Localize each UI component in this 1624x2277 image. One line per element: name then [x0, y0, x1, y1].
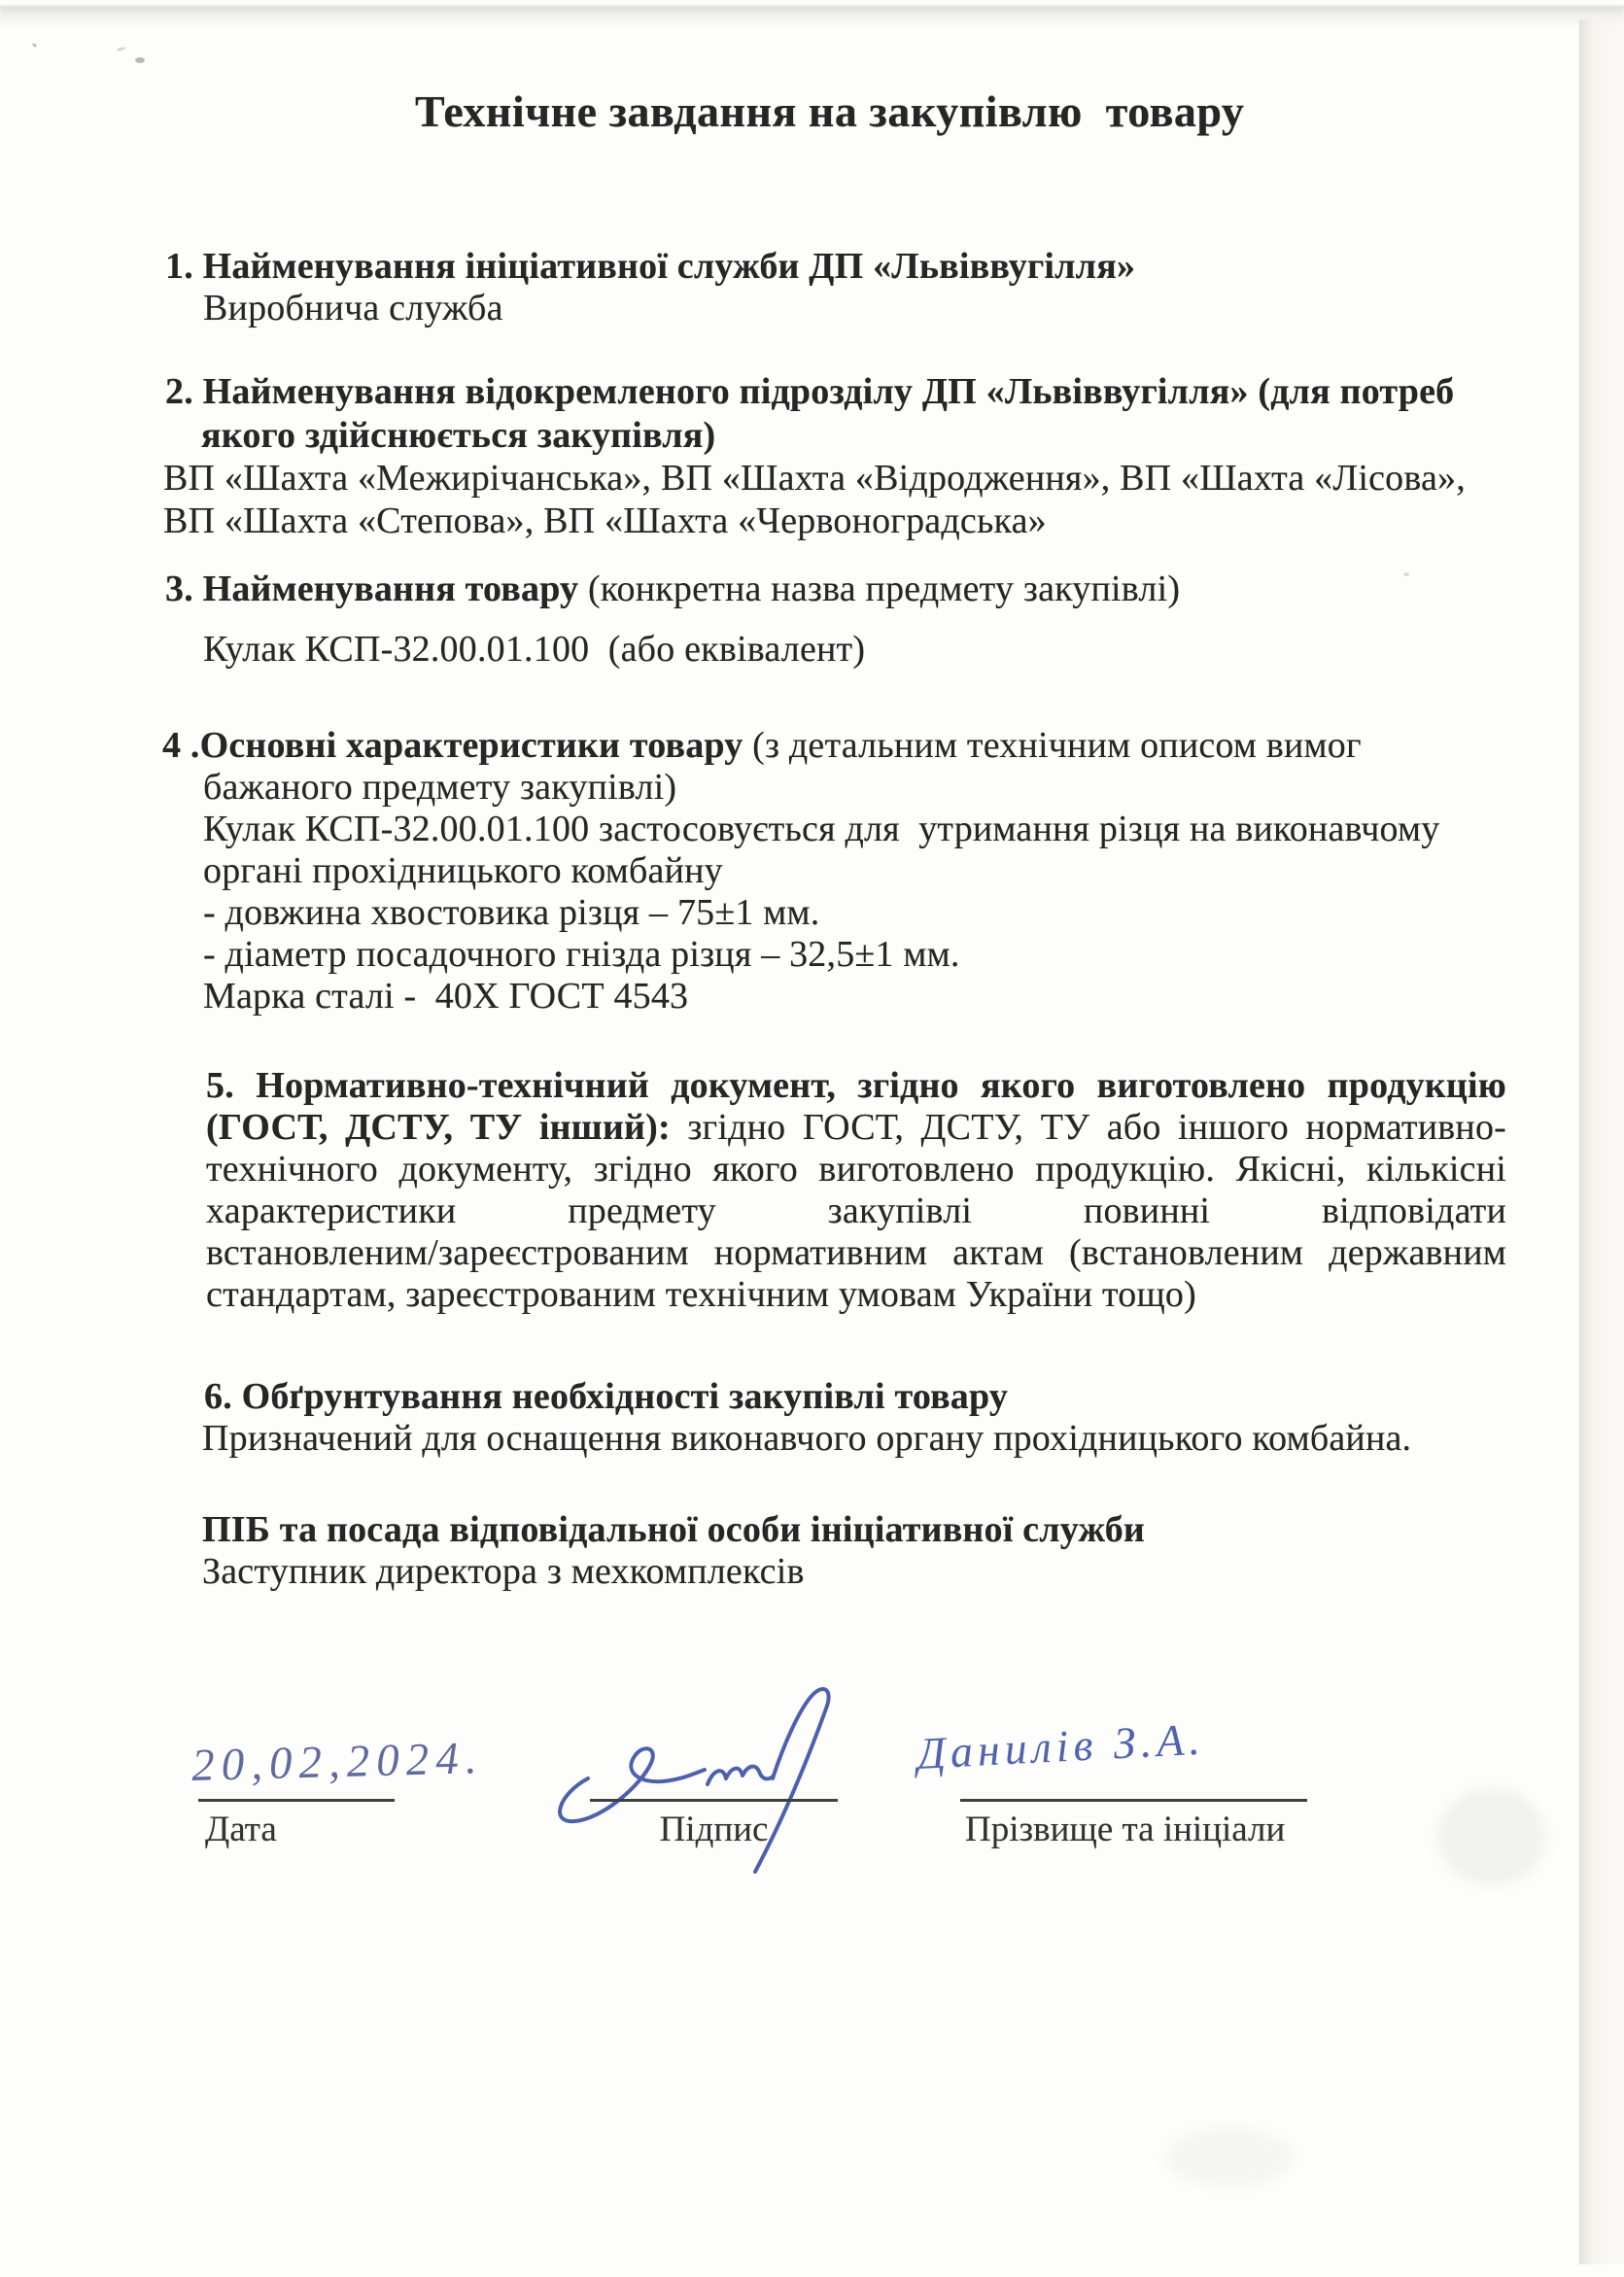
- scan-speck: [135, 57, 145, 63]
- section3-heading: [165, 569, 1180, 610]
- section6-heading: 6. Обґрунтування необхідності закупівлі товару: [204, 1376, 1009, 1417]
- section5-line4: характеристики предмету закупівлі повинні відповідати: [206, 1190, 1506, 1231]
- name-underline: [960, 1799, 1307, 1802]
- section4-body-line: - довжина хвостовика різця – 75±1 мм.: [203, 892, 820, 933]
- signature-underline: [590, 1799, 838, 1802]
- section4-heading-bold: 4 .Основні характеристики товару: [162, 725, 743, 766]
- handwritten-date: 20,02,2024.: [190, 1733, 485, 1792]
- scan-top-shadow: [0, 6, 1624, 27]
- section4-body-line: Марка сталі - 40Х ГОСТ 4543: [203, 976, 689, 1017]
- scan-smudge: [1438, 1788, 1545, 1885]
- section5-line2-rest: згідно ГОСТ, ДСТУ, ТУ або іншого нормативно-: [670, 1107, 1507, 1148]
- section4-heading-line2: бажаного предмету закупівлі): [203, 767, 677, 808]
- section6-body: Призначений для оснащення виконавчого органу прохідницького комбайна.: [202, 1418, 1412, 1459]
- section4-body-line: Кулак КСП-32.00.01.100 застосовується для утримання різця на виконавчому: [203, 809, 1440, 849]
- section4-body-line: органі прохідницького комбайну: [203, 850, 723, 891]
- section1-heading: 1. Найменування ініціативної служби ДП «Львіввугілля»: [165, 246, 1136, 287]
- scan-speck: [1403, 572, 1409, 576]
- handwritten-signature: [549, 1677, 875, 1886]
- document-title: Технічне завдання на закупівлю товару: [415, 86, 1245, 136]
- section3-heading-bold: 3. Найменування товару: [165, 569, 579, 609]
- section5-line5: встановленим/зареєстрованим нормативним актам (встановленим державним: [206, 1232, 1506, 1273]
- section5-line1: 5. Нормативно-технічний документ, згідно якого виготовлено продукцію: [206, 1065, 1506, 1106]
- section5-line6: стандартам, зареєстрованим технічним умовам України тощо): [206, 1274, 1196, 1315]
- section5-line3: технічного документу, згідно якого виготовлено продукцію. Якісні, кількісні: [206, 1149, 1506, 1190]
- section4-heading-rest: (з детальним технічним описом вимог: [743, 725, 1362, 766]
- section2-body-line1: ВП «Шахта «Межирічанська», ВП «Шахта «Відродження», ВП «Шахта «Лісова»,: [163, 458, 1466, 499]
- pib-body: Заступник директора з мехкомплексів: [202, 1551, 805, 1592]
- section2-body-line2: ВП «Шахта «Степова», ВП «Шахта «Червоноградська»: [163, 500, 1047, 541]
- date-underline: [198, 1799, 395, 1802]
- scan-speck: [32, 43, 38, 49]
- section4-heading-line1: [162, 725, 1362, 767]
- section2-heading-line1: 2. Найменування відокремленого підрозділу ДП «Львіввугілля» (для потреб: [165, 371, 1455, 412]
- name-label: Прізвище та ініціали: [965, 1810, 1286, 1849]
- section4-body-line: - діаметр посадочного гнізда різця – 32,5±1 мм.: [203, 934, 960, 975]
- scan-smudge: [1166, 2128, 1293, 2187]
- section5-line2: [206, 1107, 1506, 1149]
- section2-heading-line2: якого здійснюється закупівля): [201, 415, 716, 456]
- handwritten-name: Данилів З.А.: [916, 1713, 1206, 1779]
- date-label: Дата: [205, 1810, 277, 1849]
- pib-heading: ПІБ та посада відповідальної особи ініціативної служби: [202, 1509, 1146, 1550]
- section5-line2-bold: (ГОСТ, ДСТУ, ТУ інший):: [206, 1107, 671, 1148]
- section3-body: Кулак КСП-32.00.01.100 (або еквівалент): [203, 629, 866, 670]
- scan-page-edge: [1579, 19, 1624, 2264]
- scan-speck: [117, 47, 125, 52]
- section3-heading-rest: (конкретна назва предмету закупівлі): [578, 569, 1181, 609]
- section1-body: Виробнича служба: [203, 288, 503, 328]
- signature-label: Підпис: [659, 1810, 769, 1849]
